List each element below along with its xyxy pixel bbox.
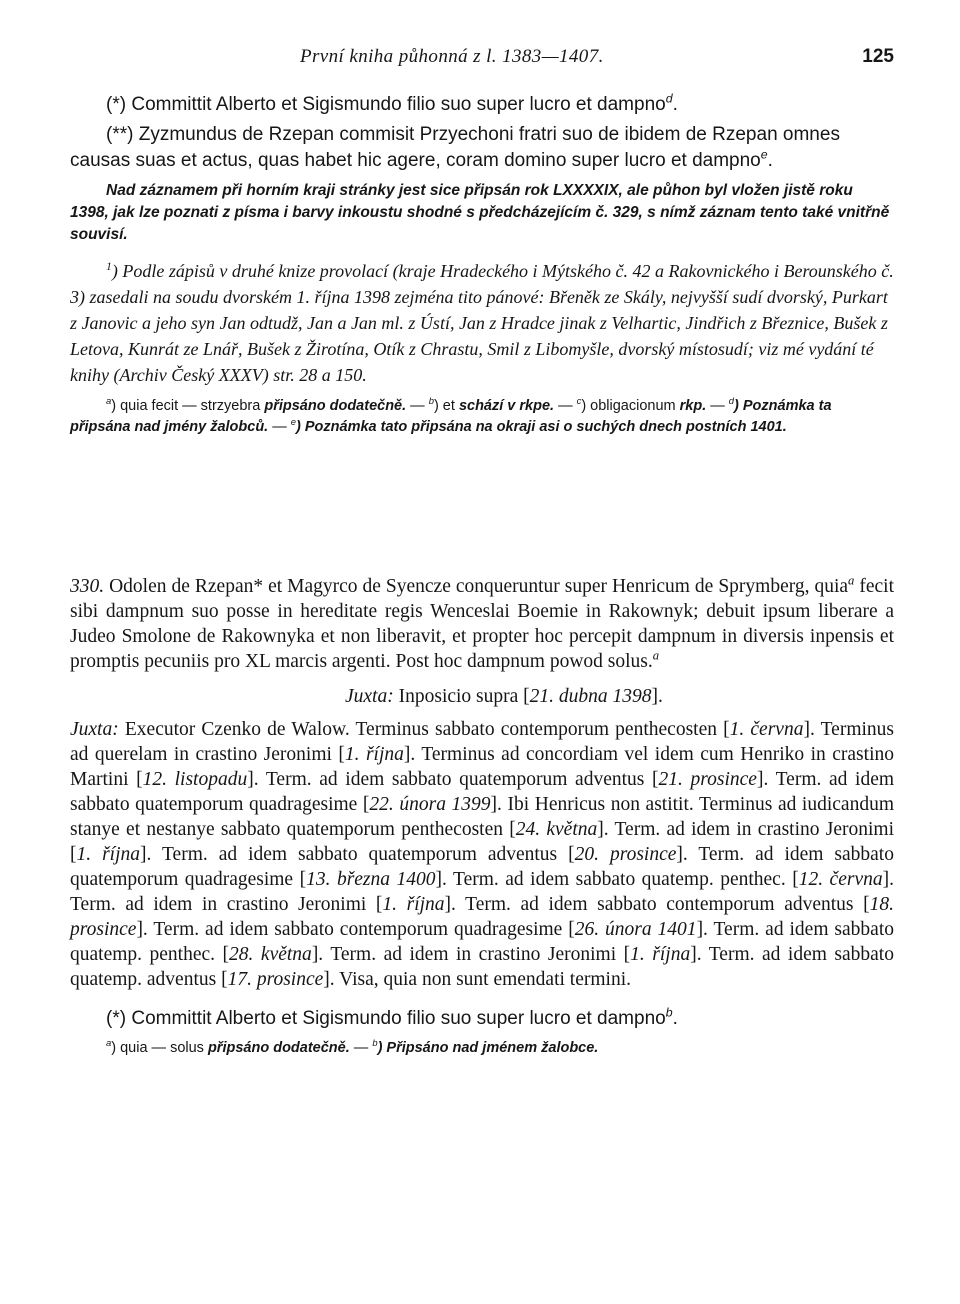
entry-330-text: 330. Odolen de Rzepan* et Magyrco de Syencze conqueruntur super Henricum de Sprymberg, quia$^a$ fecit sibi dampnum suo posse in hereditate regis Wenceslai Boemie in Rakownyk; debuit ipsum liberare a Judeo Smolone de Rakownyka et non liberavit, et propter hoc percepit dampnum in diversis inpensis et promptis pecuniis pro XL marcis argenti. Post hoc dampnum powod solus.$^a$ <box>70 573 894 672</box>
commission-entry-2: (**) Zyzmundus de Rzepan commisit Przyechoni fratri suo de ibidem de Rzepan omnes causas suas et actus, quas habet hic agere, coram domino super lucro et dampno$^e$. <box>70 124 840 171</box>
continuation-section <box>70 92 894 438</box>
textual-notes-330: $^a$) quia — solus připsáno dodatečně. — $^b$) Připsáno nad jménem žalobce. <box>106 1037 599 1056</box>
textual-notes: $^a$) quia fecit — strzyebra připsáno dodatečně. — $^b$) et schází v rkpe. — $^c$) obligacionum rkp. — $^d$) Poznámka ta připsána nad jmény žalobců. — $^e$) Poznámka tato připsána na okraji asi o suchých dnech postních 1401. <box>70 395 832 435</box>
page-number: 125 <box>862 46 894 67</box>
running-title: První kniha půhonná z l. 1383—1407. <box>300 46 604 67</box>
juxta-inposicio: Juxta: Inposicio supra [21. dubna 1398]. <box>345 686 663 707</box>
footnote-1: $^1$) Podle zápisů v druhé knize provolací (kraje Hradeckého i Mýtského č. 42 a Rakovnického i Berounského č. 3) zasedali na soudu dvorském 1. října 1398 zejména tito pánové: Břeněk ze Skály, nejvyšší sudí dvorský, Purkart z Janovic a jeho syn Jan odtudž, Jan a Jan ml. z Ústí, Jan z Hradce jinak z Velhartic, Jindřich z Březnice, Bušek z Letova, Kunrát ze Lnář, Bušek z Žirotína, Otík z Chrastu, Smil z Libomyšle, dvorský místosudí; viz mé vydání té knihy (Archiv Český XXXV) str. 28 a 150. <box>70 260 894 385</box>
juxta-terms: Juxta: Executor Czenko de Walow. Terminus sabbato contemporum penthecosten [1. června]. Terminus ad querelam in crastino Jeronimi [1. října]. Terminus ad concordiam vel idem cum Henriko in crastino Martini [12. listopadu]. Term. ad idem sabbato quatemporum adventus [21. prosince]. Term. ad idem sabbato quatemporum quadragesime [22. února 1399]. Ibi Henricus non astitit. Terminus ad iudicandum stanye et nestanye sabbato quatemporum penthecosten [24. května]. Term. ad idem in crastino Jeronimi [1. října]. Term. ad idem sabbato quatemporum adventus [20. prosince]. Term. ad idem sabbato quatemporum quadragesime [13. března 1400]. Term. ad idem sabbato quatemp. penthec. [12. června]. Term. ad idem in crastino Jeronimi [1. října]. Term. ad idem sabbato contemporum adventus [18. prosince]. Term. ad idem sabbato contemporum quadragesime [26. února 1401]. Term. ad idem sabbato quatemp. penthec. [28. května]. Term. ad idem in crastino Jeronimi [1. října]. Term. ad idem sabbato quatemp. adventus [17. prosince]. Visa, quia non sunt emendati termini. <box>70 719 895 990</box>
commission-entry-1: (*) Committit Alberto et Sigismundo filio suo super lucro et dampno$^d$. <box>106 91 678 115</box>
entry-330-section <box>70 574 894 1059</box>
commission-entry-3: (*) Committit Alberto et Sigismundo filio suo super lucro et dampno$^b$. <box>106 1005 678 1029</box>
page-header <box>70 46 894 74</box>
entry-number: 330. <box>70 576 105 597</box>
editorial-note: Nad záznamem při horním kraji stránky jest sice připsán rok LXXXXIX, ale půhon byl vložen jistě roku 1398, jak lze poznati z písma i barvy inkoustu shodné s předcházejícím č. 329, s nímž záznam tento také vnitřně souvisí. <box>70 182 890 243</box>
